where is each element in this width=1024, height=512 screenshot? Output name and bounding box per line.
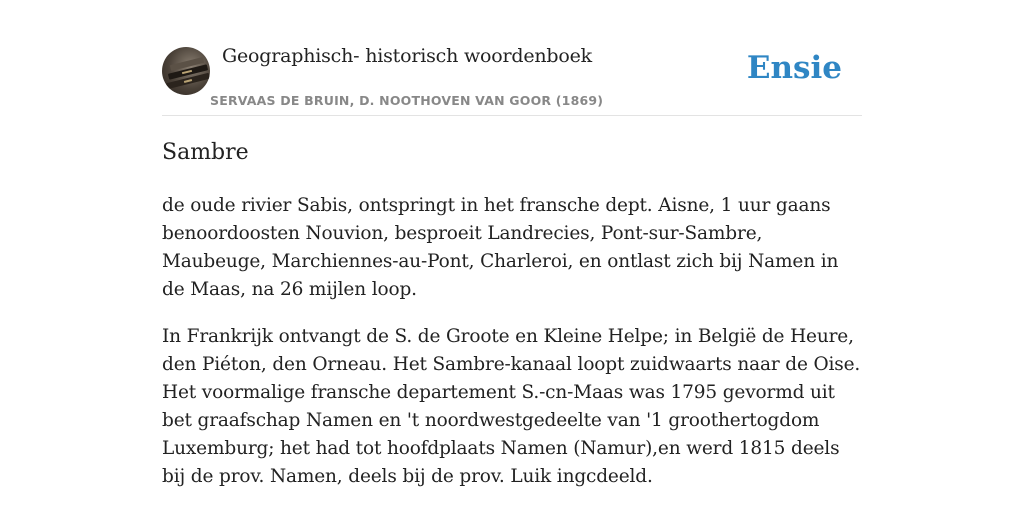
- entry-paragraph: In Frankrijk ontvangt de S. de Groote en Kleine Helpe; in België de Heure, den Piéton, den Orneau. Het Sambre-kanaal loopt zuidwaarts naar de Oise. Het voormalige fransche departement S.-cn-Maas was 1795 gevormd uit bet graafschap Namen en 't noordwestgedeelte van '1 groothertogdom Luxemburg; het had tot hoofdplaats Namen (Namur),en werd 1815 deels bij de prov. Namen, deels bij de prov. Luik ingcdeeld.: [162, 326, 861, 487]
- entry-title: Sambre: [162, 140, 249, 165]
- header: [162, 0, 862, 116]
- page-container: [162, 0, 862, 487]
- entry-paragraph: de oude rivier Sabis, ontspringt in het fransche dept. Aisne, 1 uur gaans benoordoosten Nouvion, besproeit Landrecies, Pont-sur-Sambre, Maubeuge, Marchiennes-au-Pont, Charleroi, en ontlast zich bij Namen in de Maas, na 26 mijlen loop.: [162, 195, 839, 300]
- book-authors: SERVAAS DE BRUIN, D. NOOTHOVEN VAN GOOR (1869): [210, 93, 604, 108]
- book-stack-icon[interactable]: [162, 47, 210, 95]
- ensie-logo[interactable]: Ensie: [746, 50, 842, 86]
- book-title-link[interactable]: Geographisch- historisch woordenboek: [222, 45, 592, 67]
